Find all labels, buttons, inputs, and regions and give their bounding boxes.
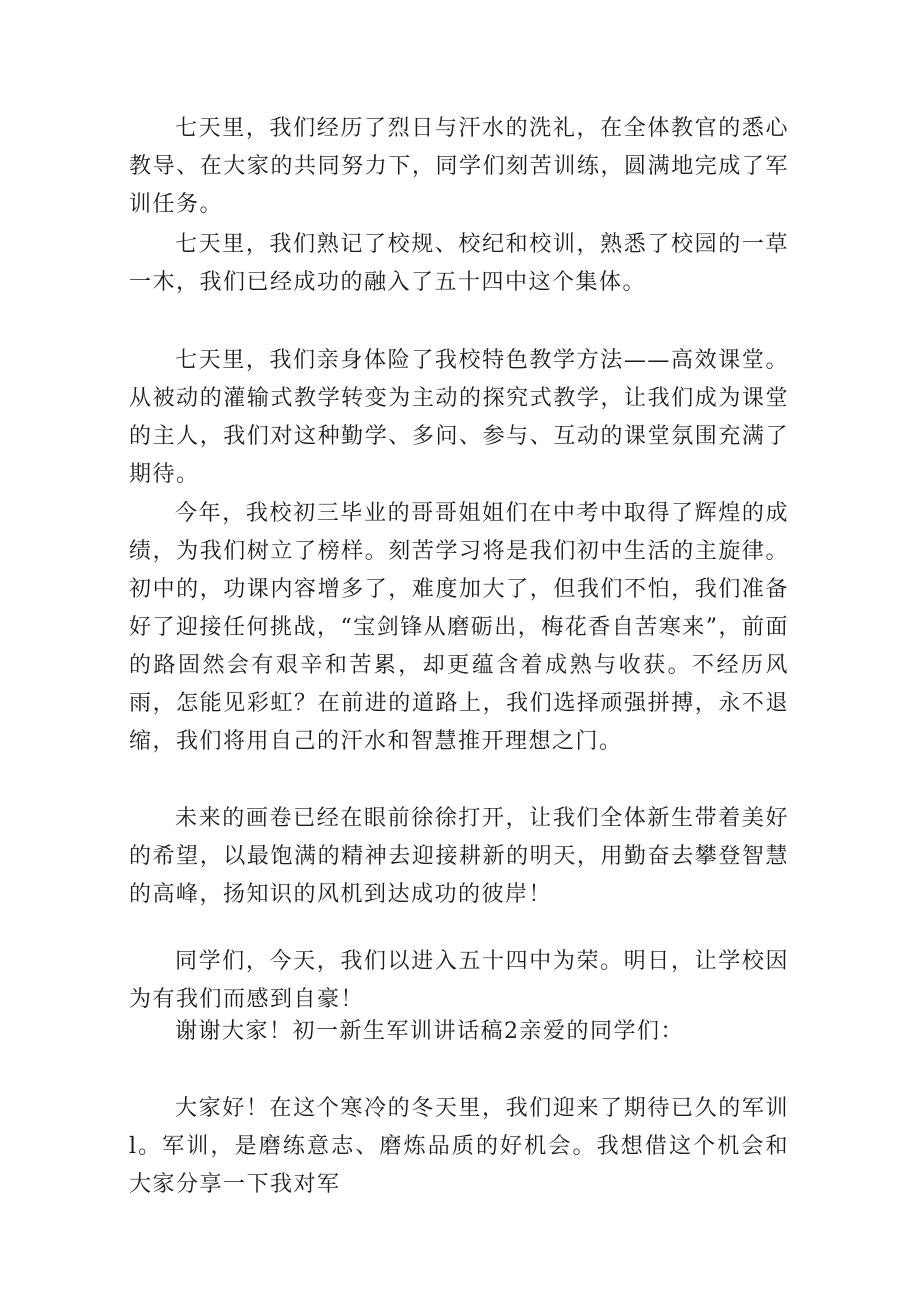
paragraph-6: 同学们，今天，我们以进入五十四中为荣。明日，让学校因为有我们而感到自豪！: [129, 949, 789, 1012]
paragraph-8: 大家好！在这个寒冷的冬天里，我们迎来了期待已久的军训l。军训，是磨练意志、磨炼品质的好机会。我想借这个机会和大家分享一下我对军: [129, 1096, 789, 1197]
paragraph-2: 七天里，我们熟记了校规、校纪和校训，熟悉了校园的一草一木，我们已经成功的融入了五十四中这个集体。: [129, 232, 789, 295]
paragraph-7: 谢谢大家！初一新生军训讲话稿2亲爱的同学们：: [175, 1019, 684, 1044]
paragraph-5: 未来的画卷已经在眼前徐徐打开，让我们全体新生带着美好的希望，以最饱满的精神去迎接耕新的明天，用勤奋去攀登智慧的高峰，扬知识的风机到达成功的彼岸！: [129, 806, 789, 907]
paragraph-1: 七天里，我们经历了烈日与汗水的洗礼，在全体教官的悉心教导、在大家的共同努力下，同学们刻苦训练，圆满地完成了军训任务。: [129, 116, 789, 217]
paragraph-4: 今年，我校初三毕业的哥哥姐姐们在中考中取得了辉煌的成绩，为我们树立了榜样。刻苦学习将是我们初中生活的主旋律。初中的，功课内容增多了，难度加大了，但我们不怕，我们准备好了迎接任何挑战，“宝剑锋从磨砺出，梅花香自苦寒来”，前面的路固然会有艰辛和苦累，却更蕴含着成熟与收获。不经历风雨，怎能见彩虹？在前进的道路上，我们选择顽强拼搏，永不退缩，我们将用自己的汗水和智慧推开理想之门。: [129, 501, 789, 754]
paragraph-3: 七天里，我们亲身体险了我校特色教学方法——高效课堂。从被动的灌输式教学转变为主动的探究式教学，让我们成为课堂的主人，我们对这种勤学、多问、参与、互动的课堂氛围充满了期待。: [129, 348, 789, 487]
